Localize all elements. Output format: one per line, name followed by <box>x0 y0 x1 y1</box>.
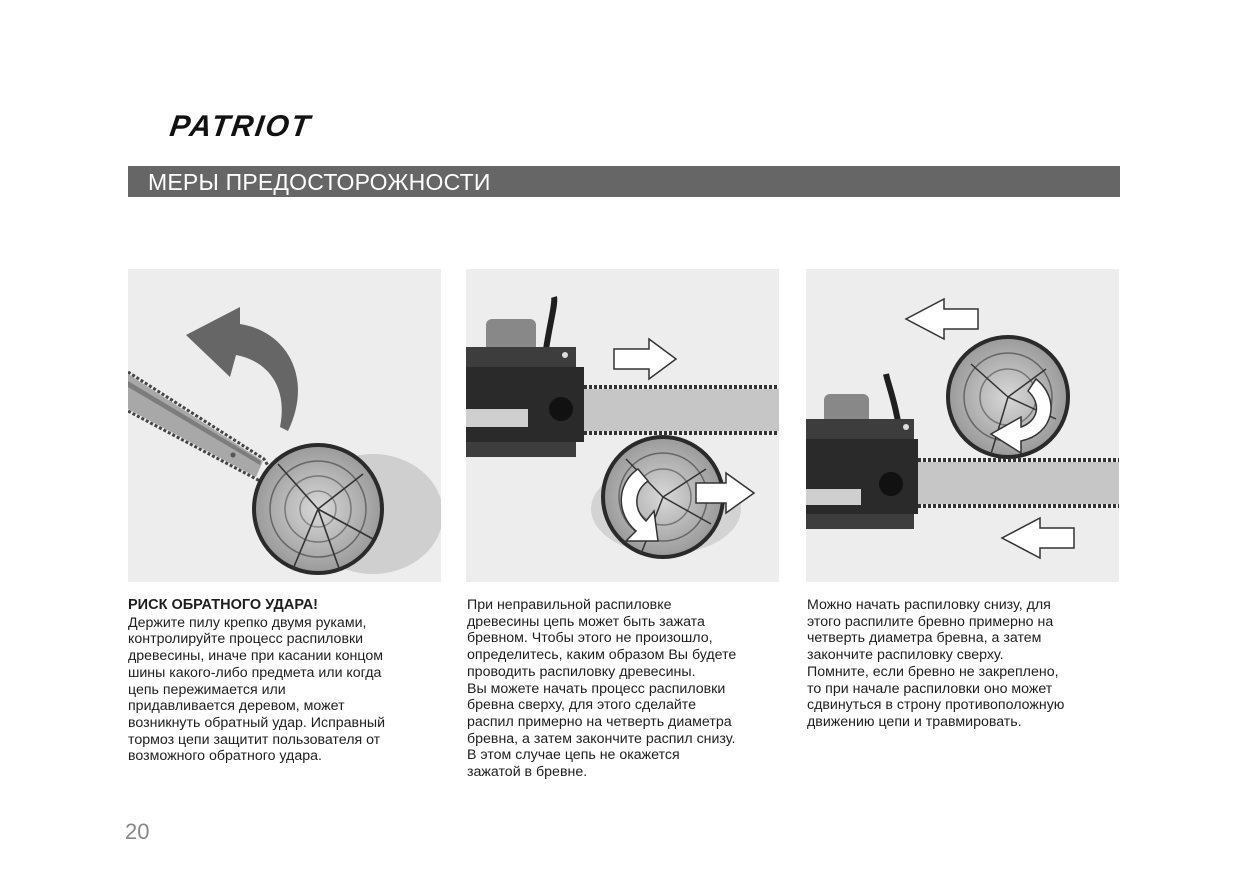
cut-from-bottom-illustration <box>806 269 1119 582</box>
text-line: Можно начать распиловку снизу, для <box>807 597 1051 613</box>
log-cross-section <box>254 445 382 573</box>
text-line: возникнуть обратный удар. Исправный <box>128 714 386 731</box>
text-line: Помните, если бревно не закреплено, <box>807 663 1059 680</box>
kickback-illustration <box>128 269 441 582</box>
cut-from-bottom-text <box>807 597 1117 731</box>
chainsaw-bar <box>918 460 1119 506</box>
text-line: возможного обратного удара. <box>128 748 322 765</box>
text-line: Вы можете начать процесс распиловки <box>467 680 726 697</box>
text-line: цепь пережимается или <box>128 681 286 698</box>
page-number: 20 <box>125 819 150 844</box>
text-line: тормоз цепи защитит пользователя от <box>128 731 381 748</box>
text-line: распил примерно на четверть диаметра <box>467 713 732 730</box>
text-line: этого распилите бревно примерно на <box>807 613 1054 630</box>
section-title: МЕРЫ ПРЕДОСТОРОЖНОСТИ <box>148 169 491 195</box>
right-arrow-icon <box>614 339 676 379</box>
text-line: бревна сверху, для этого сделайте <box>467 697 696 714</box>
text-line: древесины цепь может быть зажата <box>467 613 705 630</box>
text-line: четверть диаметра бревна, а затем <box>807 630 1042 647</box>
text-line: При неправильной распиловке <box>467 597 672 613</box>
cut-from-top-text <box>467 597 787 781</box>
text-line: древесины, иначе при касании концом <box>128 648 383 665</box>
cut-from-top-illustration <box>466 269 779 582</box>
text-line: проводить распиловку древесины. <box>467 663 696 680</box>
text-line: шины какого-либо предмета или когда <box>128 664 382 681</box>
text-line: закончите распиловку сверху. <box>807 647 1004 664</box>
text-line: Держите пилу крепко двумя руками, <box>128 614 367 631</box>
section-title-bar <box>128 166 1120 197</box>
kickback-heading: РИСК ОБРАТНОГО УДАРА! <box>128 597 319 613</box>
text-line: бревна, а затем закончите распил снизу. <box>467 730 736 747</box>
text-line: определитесь, каким образом Вы будете <box>467 647 737 664</box>
text-line: то при начале распиловки оно может <box>807 680 1053 697</box>
chainsaw-body <box>806 374 918 529</box>
text-line: контролируйте процесс распиловки <box>128 631 364 648</box>
text-line: В этом случае цепь не окажется <box>467 747 680 764</box>
kickback-arrow-icon <box>186 307 298 431</box>
left-arrow-icon <box>906 299 978 339</box>
kickback-warning-text <box>128 597 438 765</box>
left-arrow-icon <box>1002 518 1074 558</box>
text-line: движению цепи и травмировать. <box>807 713 1022 730</box>
chainsaw-bar <box>128 372 270 481</box>
chainsaw-body <box>466 297 584 457</box>
text-line: бревном. Чтобы этого не произошло, <box>467 630 713 647</box>
text-line: сдвинуться в строну противоположную <box>807 697 1065 714</box>
text-line: зажатой в бревне. <box>467 764 588 781</box>
patriot-logo: PATRIOT <box>167 110 314 143</box>
text-line: придавливается деревом, может <box>128 698 345 715</box>
chainsaw-bar <box>584 387 779 433</box>
